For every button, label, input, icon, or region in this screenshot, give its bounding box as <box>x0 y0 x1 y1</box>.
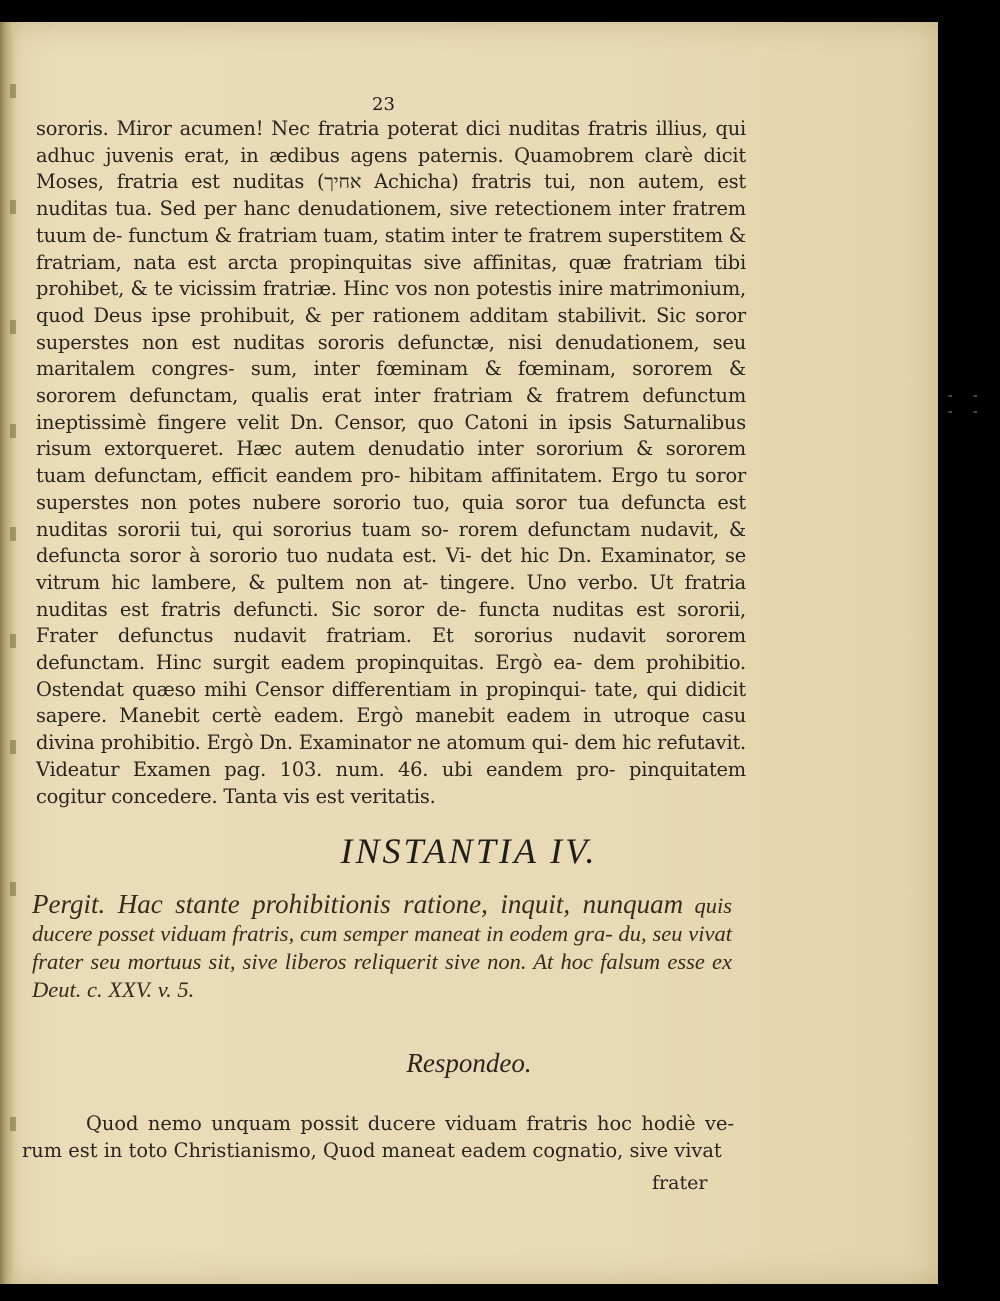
text-line: functa nuditas est sororii, Frater defunctus nudavit fratriam. Et sororius <box>36 597 746 648</box>
section-heading: INSTANTIA IV. <box>340 831 598 871</box>
body-paragraph <box>36 116 746 810</box>
text-line: Censor, quo Catoni in ipsis Saturnalibus risum extorqueret. Hæc autem <box>36 410 746 461</box>
text-line: rum est in toto Christianismo, Quod maneat eadem cognatio, sive vivat <box>22 1139 722 1162</box>
italic-line: non. At hoc falsum esse ex Deut. c. XXV. v. 5. <box>32 949 732 1002</box>
text-line: denudatio inter sororium & sororem tuam defunctam, efficit eandem pro- <box>36 437 746 488</box>
text-line: tua. Sed per hanc denudationem, sive retectionem inter fratrem tuum de- <box>36 197 746 247</box>
text-line: nata est arcta propinquitas sive affinitas, quæ fratriam tibi prohibet, & te <box>36 250 746 301</box>
text-line: ipse prohibuit, & per rationem additam stabilivit. Sic soror superstes non <box>36 303 746 354</box>
reply-paragraph <box>22 1110 734 1164</box>
italic-line: du, seu vivat frater seu mortuus sit, sive liberos reliquerit sive <box>32 921 733 974</box>
text-line: adhuc juvenis erat, in ædibus agens paternis. Quamobrem clarè dicit <box>36 143 746 167</box>
binding-mark <box>10 84 16 98</box>
catchword: frater <box>652 1172 708 1194</box>
text-line: det hic Dn. Examinator, se vitrum hic lambere, & pultem non at- <box>36 544 746 594</box>
page-number: 23 <box>372 94 395 115</box>
text-line: dem prohibitio. Ostendat quæso mihi Censor differentiam in propinqui- <box>36 651 747 701</box>
binding-mark <box>10 424 16 438</box>
binding-mark <box>10 1117 16 1131</box>
binding-mark <box>10 740 16 754</box>
text-line: dem hic refutavit. Videatur Examen pag. 103. num. 46. ubi eandem pro- <box>36 731 746 781</box>
text-line: nudavit sororem defunctam. Hinc surgit eadem propinquitas. Ergò ea- <box>36 624 746 675</box>
respondeo-heading: Respondeo. <box>406 1048 532 1078</box>
text-line: sororis. Miror acumen! Nec fratria poterat dici nuditas fratris illius, qui <box>36 117 746 140</box>
text-line: sum, inter fœminam & fœminam, sororem & sororem defunctam, qualis <box>36 357 746 408</box>
binding-mark <box>10 634 16 648</box>
binding-mark <box>10 200 16 214</box>
text-line: pinquitatem cogitur concedere. Tanta vis est veritatis. <box>36 757 746 808</box>
text-line: Quod nemo unquam possit ducere viduam fratris hoc hodiè ve- <box>86 1112 734 1135</box>
text-line: functum & fratriam tuam, statim inter te fratrem superstitem & fratriam, <box>36 223 746 274</box>
book-page <box>0 22 938 1284</box>
text-line: tingere. Uno verbo. Ut fratria nuditas est fratris defuncti. Sic soror de- <box>36 570 747 621</box>
text-line: Moses, fratria est nuditas (אחיך Achicha) fratris tui, non autem, est nuditas <box>36 170 746 221</box>
objection-paragraph <box>32 890 732 1004</box>
text-line: tate, qui didicit sapere. Manebit certè eadem. Ergò manebit eadem in <box>36 677 746 728</box>
text-line: vicissim fratriæ. Hinc vos non potestis inire matrimonium, quod Deus <box>36 277 746 327</box>
text-line: erat inter fratriam & fratrem defunctum ineptissimè fingere velit Dn. <box>36 384 747 434</box>
text-line: est nuditas sororis defunctæ, nisi denudationem, seu maritalem congres- <box>36 330 746 381</box>
binding-mark <box>10 320 16 334</box>
scan-edge-marks: - - - - <box>946 388 984 420</box>
italic-line: Pergit. Hac stante prohibitionis ratione, inquit, nunquam <box>32 889 684 919</box>
binding-mark <box>10 882 16 896</box>
binding-mark <box>10 527 16 541</box>
text-line: hibitam affinitatem. Ergo tu soror superstes non potes nubere sororio <box>36 464 747 514</box>
text-line: utroque casu divina prohibitio. Ergò Dn. Examinator ne atomum qui- <box>36 704 746 755</box>
text-line: tuo, quia soror tua defuncta est nuditas sororii tui, qui sororius tuam so- <box>36 490 747 541</box>
text-line: rorem defunctam nudavit, & defuncta soror à sororio tuo nudata est. Vi- <box>36 517 746 568</box>
italic-line: quis ducere posset viduam fratris, cum semper maneat in eodem gra- <box>32 893 732 946</box>
